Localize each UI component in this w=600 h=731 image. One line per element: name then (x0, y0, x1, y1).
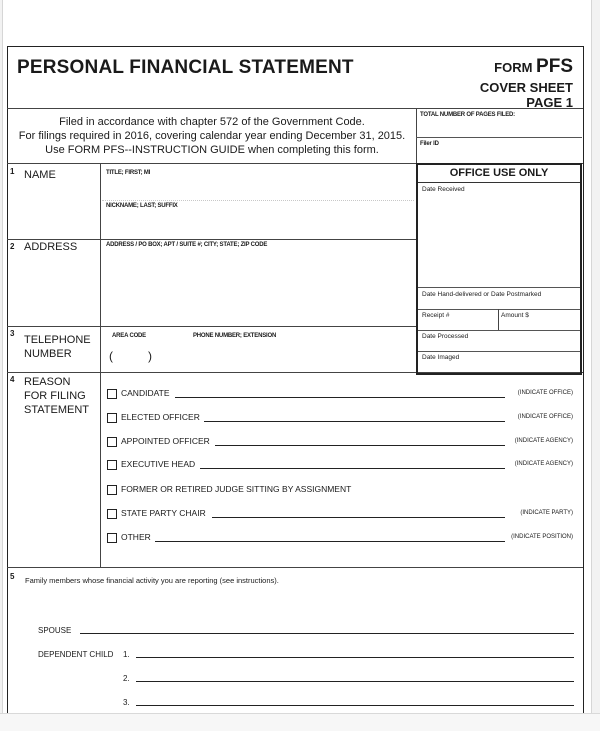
date-imaged-label: Date Imaged (422, 354, 460, 361)
child-number-3: 3. (123, 698, 130, 707)
reason-checkbox[interactable] (107, 413, 117, 423)
divider (418, 287, 580, 288)
paren-close: ) (148, 349, 152, 363)
reason-hint: (INDICATE AGENCY) (514, 461, 573, 467)
reason-detail-input[interactable] (212, 517, 505, 518)
family-instruction: Family members whose financial activity you are reporting (see instructions). (25, 576, 279, 585)
address-field-label: ADDRESS / PO BOX; APT / SUITE #; CITY; STATE; ZIP CODE (106, 242, 268, 248)
name-field2-label: NICKNAME; LAST; SUFFIX (106, 203, 178, 209)
paren-open: ( (109, 349, 113, 363)
reason-label (24, 375, 89, 417)
total-pages-input[interactable] (417, 121, 581, 137)
section-number: 3 (10, 329, 15, 338)
section-number: 1 (10, 167, 15, 176)
reason-option-label: STATE PARTY CHAIR (121, 508, 206, 518)
form-prefix: FORM (494, 60, 533, 75)
reason-hint: (INDICATE AGENCY) (514, 438, 573, 444)
reason-option-label: OTHER (121, 532, 151, 542)
reason-option-label: FORMER OR RETIRED JUDGE SITTING BY ASSIGNMENT (121, 484, 352, 494)
reason-checkbox[interactable] (107, 437, 117, 447)
reason-detail-input[interactable] (204, 421, 505, 422)
name-label: NAME (24, 169, 56, 181)
reason-label-line2: FOR FILING (24, 390, 86, 402)
reason-checkbox[interactable] (107, 460, 117, 470)
reason-label-line3: STATEMENT (24, 404, 89, 416)
reason-hint: (INDICATE OFFICE) (517, 390, 573, 396)
divider (418, 330, 580, 331)
office-use-title: OFFICE USE ONLY (418, 165, 580, 183)
reason-label-line1: REASON (24, 376, 71, 388)
telephone-label-line1: TELEPHONE (24, 334, 91, 346)
reason-checkbox[interactable] (107, 485, 117, 495)
area-code-label: AREA CODE (112, 333, 146, 339)
reason-detail-input[interactable] (200, 468, 505, 469)
telephone-label-line2: NUMBER (24, 348, 72, 360)
divider (7, 326, 417, 327)
first-name-input[interactable] (104, 178, 414, 196)
address-input[interactable] (104, 252, 414, 324)
name-field1-label: TITLE; FIRST; MI (106, 170, 151, 176)
section-number: 5 (10, 572, 15, 581)
dependent-child-label: DEPENDENT CHILD (38, 650, 114, 659)
phone-number-input[interactable] (160, 347, 410, 365)
total-pages-label: TOTAL NUMBER OF PAGES FILED: (420, 112, 515, 118)
section-number: 2 (10, 242, 15, 251)
divider (416, 137, 582, 138)
amount-label: Amount $ (501, 312, 529, 319)
viewer-bottom-bar (0, 713, 600, 731)
reason-option-label: EXECUTIVE HEAD (121, 459, 196, 469)
reason-detail-input[interactable] (175, 397, 505, 398)
page-number: PAGE 1 (526, 95, 573, 110)
reason-checkbox[interactable] (107, 389, 117, 399)
reason-detail-input[interactable] (215, 445, 505, 446)
reason-hint: (INDICATE POSITION) (511, 534, 573, 540)
cover-sheet-label: COVER SHEET (479, 80, 573, 95)
reason-checkbox[interactable] (107, 533, 117, 543)
telephone-label (24, 333, 91, 361)
reason-checkbox[interactable] (107, 509, 117, 519)
area-code-input[interactable] (114, 347, 146, 365)
form-title: PERSONAL FINANCIAL STATEMENT (17, 57, 354, 78)
date-hand-delivered-label: Date Hand-delivered or Date Postmarked (422, 291, 542, 298)
filing-line-1: Filed in accordance with chapter 572 of the Government Code. (59, 116, 365, 128)
divider (418, 309, 580, 310)
reason-option-label: ELECTED OFFICER (121, 412, 200, 422)
divider (418, 351, 580, 352)
divider (7, 567, 583, 568)
filing-info (12, 115, 412, 157)
child-number-1: 1. (123, 650, 130, 659)
reason-hint: (INDICATE OFFICE) (517, 414, 573, 420)
filing-line-3: Use FORM PFS--INSTRUCTION GUIDE when completing this form. (45, 144, 379, 156)
dotted-separator (102, 200, 414, 201)
spouse-input[interactable] (80, 633, 574, 634)
divider (498, 309, 499, 330)
last-name-input[interactable] (104, 211, 414, 237)
dependent-child-2-input[interactable] (136, 681, 574, 682)
date-processed-label: Date Processed (422, 333, 469, 340)
form-code-value: PFS (536, 56, 573, 77)
section-number: 4 (10, 375, 15, 384)
form-code (440, 56, 573, 78)
reason-hint: (INDICATE PARTY) (520, 510, 573, 516)
divider (7, 108, 583, 109)
filer-id-input[interactable] (417, 149, 581, 162)
date-received-label: Date Received (422, 186, 465, 193)
filing-line-2: For filings required in 2016, covering calendar year ending December 31, 2015. (18, 130, 406, 142)
reason-option-label: CANDIDATE (121, 388, 170, 398)
office-use-box (416, 163, 582, 375)
phone-number-label: PHONE NUMBER; EXTENSION (193, 333, 277, 339)
receipt-label: Receipt # (422, 312, 450, 319)
filer-id-label: Filer ID (420, 141, 439, 147)
child-number-2: 2. (123, 674, 130, 683)
reason-detail-input[interactable] (155, 541, 505, 542)
divider (100, 163, 101, 567)
reason-option-label: APPOINTED OFFICER (121, 436, 210, 446)
spouse-label: SPOUSE (38, 626, 72, 635)
address-label: ADDRESS (24, 241, 78, 253)
dependent-child-3-input[interactable] (136, 705, 574, 706)
dependent-child-1-input[interactable] (136, 657, 574, 658)
